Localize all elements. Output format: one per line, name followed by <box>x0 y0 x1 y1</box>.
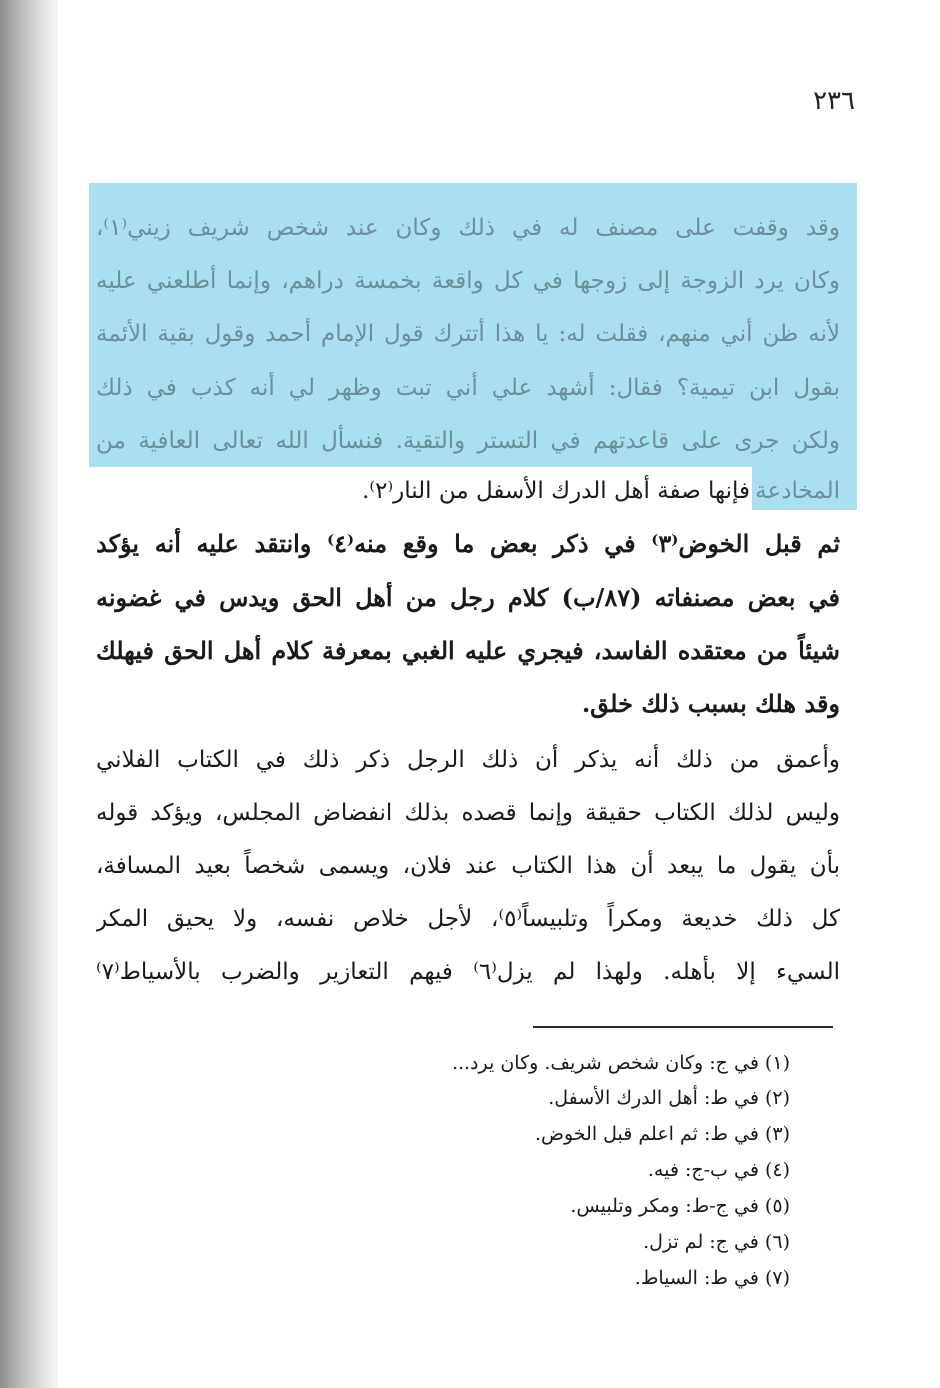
body-line-1: وأعمق من ذلك أنه يذكر أن ذلك الرجل ذكر ذلك في الكتاب الفلاني <box>96 747 840 773</box>
bold-line-2: في بعض مصنفاته (٨٧/ب) كلام رجل من أهل الحق ويدس في غضونه <box>96 583 840 612</box>
line-after-highlight <box>96 465 840 517</box>
highlighted-line-4: بقول ابن تيمية؟ فقال: أشهد علي أني تبت وظهر لي أنه كذب في ذلك <box>96 375 840 401</box>
body-line-5: السيء إلا بأهله. ولهذا لم يزل⁽٦⁾ فيهم التعازير والضرب بالأسياط⁽٧⁾ <box>96 959 840 985</box>
highlighted-line-1: وقد وقفت على مصنف له في ذلك وكان عند شخص شريف زيني⁽١⁾، <box>96 215 840 241</box>
footnote-7: (٧) في ط: السياط. <box>634 1267 790 1289</box>
page-number: ٢٣٦ <box>813 86 855 116</box>
footnote-2: (٢) في ط: أهل الدرك الأسفل. <box>548 1087 790 1109</box>
highlighted-tail-word: المخادعة <box>755 478 840 504</box>
highlighted-line-5: ولكن جرى على قاعدتهم في التستر والتقية. فنسأل الله تعالى العافية من <box>96 428 840 454</box>
footnote-4: (٤) في ب-ج: فيه. <box>647 1159 790 1181</box>
highlighted-line-2: وكان يرد الزوجة إلى زوجها في كل واقعة بخمسة دراهم، وإنما أطلعني عليه <box>96 268 840 294</box>
page-gutter-shadow <box>0 0 58 1388</box>
footnote-3: (٣) في ط: ثم اعلم قبل الخوض. <box>534 1123 790 1145</box>
body-line-3: بأن يقول ما يبعد أن هذا الكتاب عند فلان، ويسمى شخصاً بعيد المسافة، <box>96 853 840 879</box>
footnote-5: (٥) في ج-ط: ومكر وتلبيس. <box>570 1195 790 1217</box>
line-after-highlight-text: فإنها صفة أهل الدرك الأسفل من النار⁽٢⁾. <box>362 478 751 504</box>
footnote-1: (١) في ج: وكان شخص شريف. وكان يرد... <box>451 1052 790 1074</box>
bold-line-4: وقد هلك بسبب ذلك خلق. <box>581 689 840 718</box>
highlighted-line-3: لأنه ظن أني منهم، فقلت له: يا هذا أتترك قول الإمام أحمد وقول بقية الأئمة <box>96 321 840 347</box>
footnote-separator <box>533 1026 833 1028</box>
body-line-2: وليس لذلك الكتاب حقيقة وإنما قصده بذلك انفضاض المجلس، ويؤكد قوله <box>96 800 840 826</box>
bold-line-3: شيئاً من معتقده الفاسد، فيجري عليه الغبي بمعرفة كلام أهل الحق فيهلك <box>96 636 840 665</box>
body-line-4: كل ذلك خديعة ومكراً وتلبيساً⁽٥⁾، لأجل خلاص نفسه، ولا يحيق المكر <box>96 906 840 932</box>
bold-line-1: ثم قبل الخوض⁽٣⁾ في ذكر بعض ما وقع منه⁽٤⁾ وانتقد عليه أنه يؤكد <box>96 529 840 558</box>
footnote-6: (٦) في ج: لم تزل. <box>643 1231 790 1253</box>
